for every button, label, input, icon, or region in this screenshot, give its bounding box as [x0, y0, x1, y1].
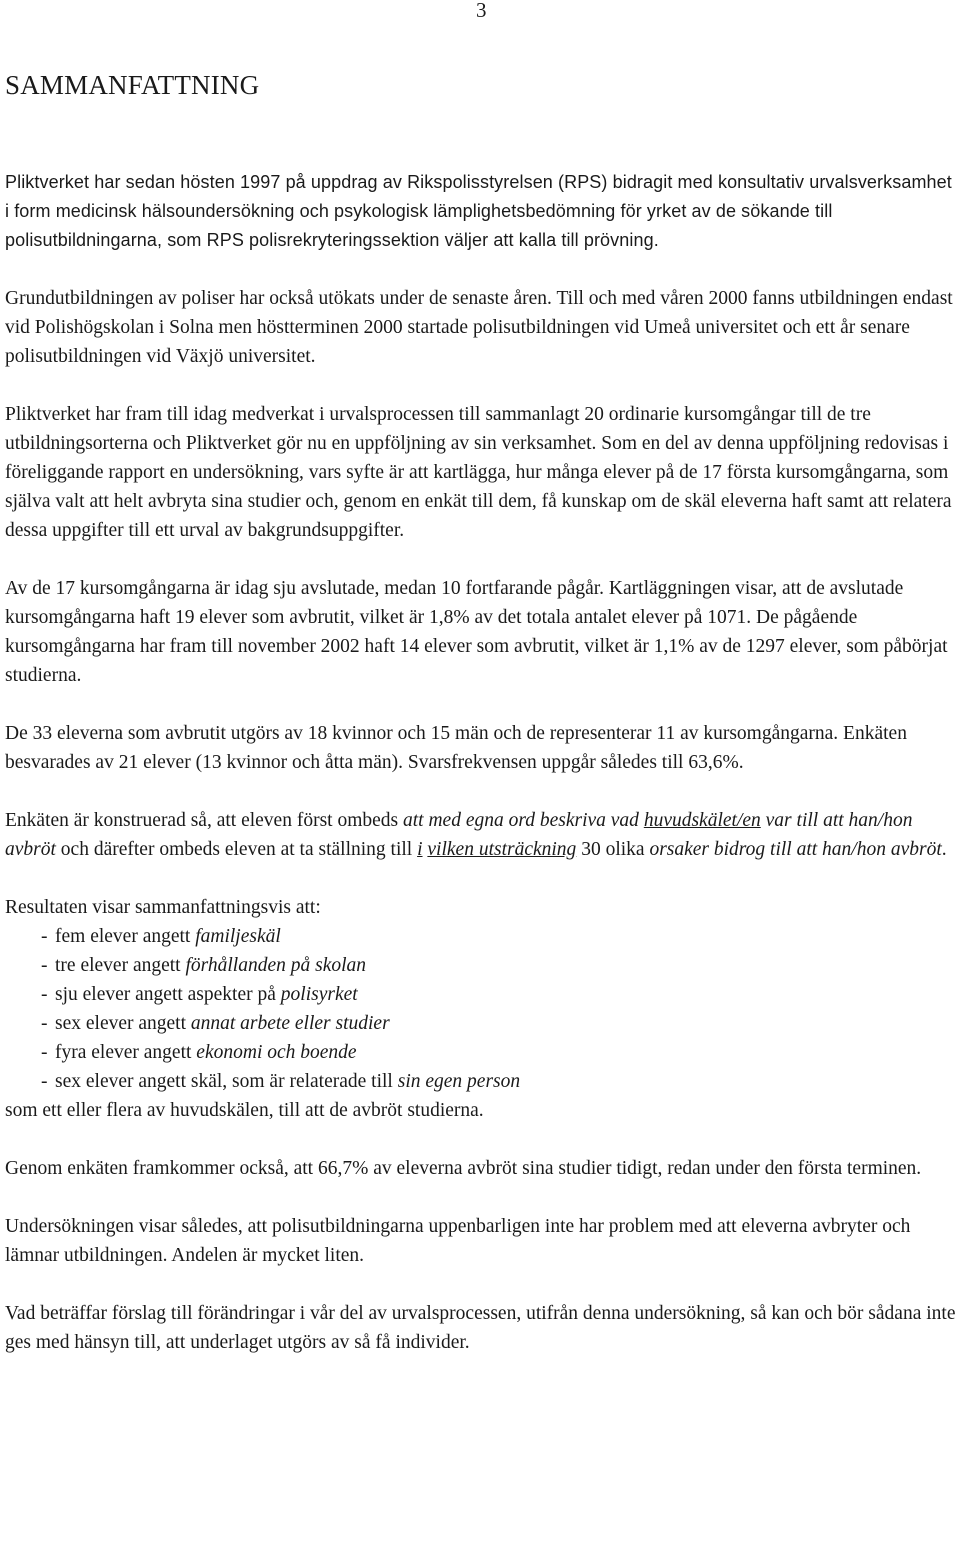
list-item-emphasis: annat arbete eller studier [190, 1013, 390, 1034]
survey-text-1: Enkäten är konstruerad så, att eleven först ombeds [5, 810, 403, 831]
paragraph-early-dropout: Genom enkäten framkommer också, att 66,7% av eleverna avbröt sina studier tidigt, redan under den första terminen. [5, 1158, 922, 1179]
results-outro: som ett eller flera av huvudskälen, till att de avbröt studierna. [5, 1100, 484, 1121]
list-dash: - [41, 1071, 48, 1092]
page-number: 3 [476, 0, 487, 22]
paragraph-recommendations: Vad beträffar förslag till förändringar i vår del av urvalsprocessen, utifrån denna undersökning, så kan och bör sådana inte ges med hänsyn till, att underlaget utgörs av så få individer. [5, 1303, 956, 1353]
list-item-emphasis: polisyrket [280, 984, 358, 1005]
document-body [5, 168, 957, 1386]
paragraph-conclusion: Undersökningen visar således, att polisutbildningarna uppenbarligen inte har problem med att eleverna avbryter och lämnar utbildningen. Andelen är mycket liten. [5, 1216, 911, 1266]
list-item-text: fem elever angett [55, 926, 196, 947]
list-item-text: fyra elever angett [55, 1042, 197, 1063]
results-intro: Resultaten visar sammanfattningsvis att: [5, 897, 321, 918]
survey-emphasis-2: var till att han/hon avbröt [5, 810, 913, 860]
list-item-emphasis: ekonomi och boende [196, 1042, 357, 1063]
list-dash: - [41, 1013, 48, 1034]
list-item-text: sex elever angett [55, 1013, 191, 1034]
list-item-text: sex elever angett skäl, som är relaterade till [55, 1071, 398, 1092]
list-dash: - [41, 926, 48, 947]
list-item-emphasis: förhållanden på skolan [185, 955, 367, 976]
page-title: SAMMANFATTNING [5, 70, 260, 100]
list-dash: - [41, 955, 48, 976]
list-item [5, 951, 957, 980]
paragraph-survey-response: De 33 eleverna som avbrutit utgörs av 18 kvinnor och 15 män och de representerar 11 av kursomgångarna. Enkäten besvarades av 21 elever (13 kvinnor och åtta män). Svarsfrekvensen uppgår således till 63,6%. [5, 723, 907, 773]
list-item-text: tre elever angett [55, 955, 186, 976]
list-item [5, 980, 957, 1009]
paragraph-background: Pliktverket har sedan hösten 1997 på uppdrag av Rikspolisstyrelsen (RPS) bidragit med konsultativ urvalsverksamhet i form medicinsk hälsoundersökning och psykologisk lämplighetsbedömning för yrket av de sökande till polisutbildningarna, som RPS polisrekryteringssektion väljer att kalla till prövning. [5, 172, 952, 250]
survey-text-4: . [941, 839, 947, 860]
paragraph-survey-design [5, 806, 957, 864]
results-list [5, 922, 957, 1096]
list-item-text: sju elever angett aspekter på [55, 984, 281, 1005]
paragraph-purpose: Pliktverket har fram till idag medverkat i urvalsprocessen till sammanlagt 20 ordinarie kursomgångar till de tre utbildningsorterna och Pliktverket gör nu en uppföljning av sin verksamhet. Som en del av denna uppföljning redovisas i föreliggande rapport en undersökning, vars syfte är att kartlägga, hur många elever på de 17 första kursomgångarna, som själva valt att helt avbryta sina studier och, genom en enkät till dem, få kunskap om de skäl eleverna haft samt att relatera dessa uppgifter till ett urval av bakgrundsuppgifter. [5, 404, 952, 541]
list-dash: - [41, 1042, 48, 1063]
list-item [5, 1038, 957, 1067]
survey-text-3: 30 olika [576, 839, 650, 860]
paragraph-education: Grundutbildningen av poliser har också utökats under de senaste åren. Till och med våren 2000 fanns utbildningen endast vid Polishögskolan i Solna men höstterminen 2000 startade polisutbildningen vid Umeå universitet och ett år senare polisutbildningen vid Växjö universitet. [5, 288, 953, 367]
survey-text-2: och därefter ombeds eleven at ta ställning till [55, 839, 418, 860]
list-item [5, 922, 957, 951]
list-item [5, 1067, 957, 1096]
list-item-emphasis: sin egen person [397, 1071, 521, 1092]
paragraph-dropout-figures: Av de 17 kursomgångarna är idag sju avslutade, medan 10 fortfarande pågår. Kartläggningen visar, att de avslutade kursomgångarna haft 19 elever som avbrutit, vilket är 1,8% av det totala antalet elever på 1071. De pågående kursomgångarna har fram till november 2002 haft 14 elever som avbrutit, vilket är 1,1% av de 1297 elever, som påbörjat studierna. [5, 578, 948, 686]
results-block [5, 893, 957, 1125]
survey-emphasis-1: att med egna ord beskriva vad [403, 810, 639, 831]
list-item [5, 1009, 957, 1038]
survey-emphasis-underlined-1: huvudskälet/en [643, 810, 761, 831]
list-item-emphasis: familjeskäl [195, 926, 281, 947]
survey-emphasis-underlined-2: i [417, 839, 423, 860]
survey-emphasis-3: orsaker bidrog till att han/hon avbröt [649, 839, 942, 860]
list-dash: - [41, 984, 48, 1005]
survey-emphasis-underlined-3: vilken utsträckning [427, 839, 577, 860]
